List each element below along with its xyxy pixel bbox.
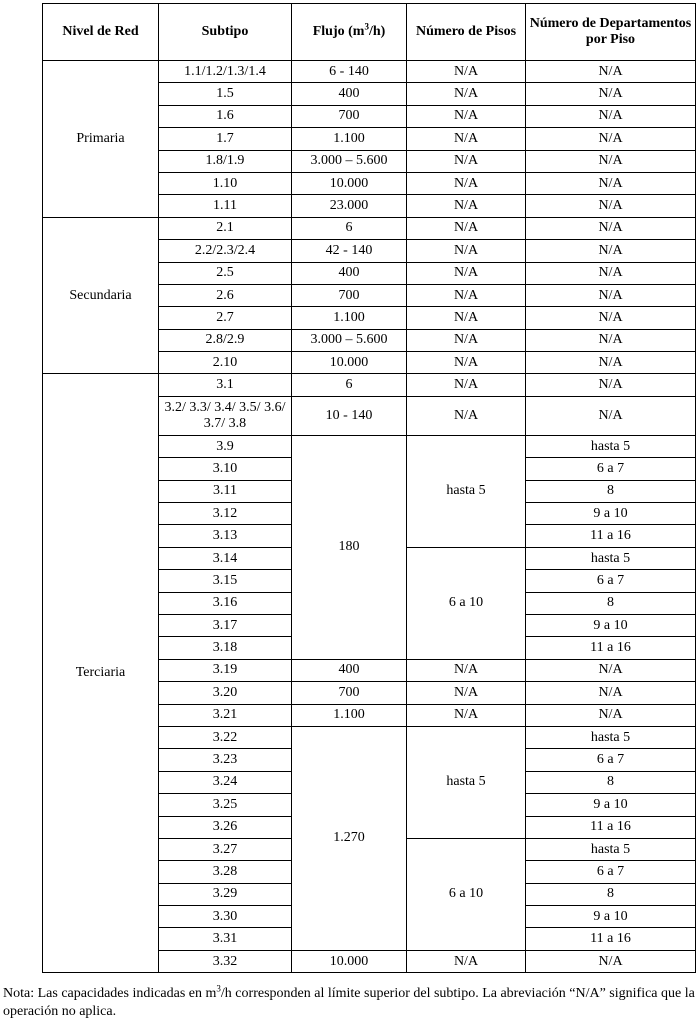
deptos-cell: N/A (526, 217, 696, 239)
pisos-cell: 6 a 10 (407, 547, 526, 659)
subtipo-cell: 3.2/ 3.3/ 3.4/ 3.5/ 3.6/ 3.7/ 3.8 (159, 396, 292, 435)
table-row (43, 374, 696, 396)
subtipo-cell: 3.23 (159, 749, 292, 771)
subtipo-cell: 3.13 (159, 525, 292, 547)
subtipo-cell: 3.30 (159, 906, 292, 928)
subtipo-cell: 2.6 (159, 284, 292, 306)
deptos-cell: hasta 5 (526, 435, 696, 457)
deptos-cell: N/A (526, 83, 696, 105)
flujo-cell: 3.000 – 5.600 (292, 329, 407, 351)
subtipo-cell: 3.1 (159, 374, 292, 396)
deptos-cell: 6 a 7 (526, 861, 696, 883)
pisos-cell: N/A (407, 61, 526, 83)
deptos-cell: 6 a 7 (526, 749, 696, 771)
deptos-cell: 8 (526, 592, 696, 614)
flujo-cell: 10.000 (292, 352, 407, 374)
capacity-table (42, 3, 696, 973)
deptos-cell: N/A (526, 374, 696, 396)
pisos-cell: N/A (407, 217, 526, 239)
subtipo-cell: 3.16 (159, 592, 292, 614)
pisos-cell: N/A (407, 150, 526, 172)
subtipo-cell: 1.7 (159, 128, 292, 150)
subtipo-cell: 2.2/2.3/2.4 (159, 240, 292, 262)
deptos-cell: N/A (526, 105, 696, 127)
subtipo-cell: 3.24 (159, 771, 292, 793)
header-subtipo: Subtipo (159, 4, 292, 61)
header-flujo: Flujo $(m^3/h)$ (292, 4, 407, 61)
deptos-cell: 9 a 10 (526, 503, 696, 525)
flujo-cell: 1.100 (292, 307, 407, 329)
footnote: Nota: Las capacidades indicadas en $m^3/h$ corresponden al límite superior del subtipo. La abreviación “N/A” significa que la operación no aplica. (3, 983, 695, 1019)
deptos-cell: 6 a 7 (526, 570, 696, 592)
deptos-cell: 11 a 16 (526, 525, 696, 547)
deptos-cell: N/A (526, 128, 696, 150)
subtipo-cell: 3.11 (159, 480, 292, 502)
deptos-cell: N/A (526, 950, 696, 972)
subtipo-cell: 3.15 (159, 570, 292, 592)
subtipo-cell: 1.6 (159, 105, 292, 127)
pisos-cell: N/A (407, 704, 526, 726)
header-nivel: Nivel de Red (43, 4, 159, 61)
header-pisos: Número de Pisos (407, 4, 526, 61)
pisos-cell: N/A (407, 374, 526, 396)
subtipo-cell: 2.8/2.9 (159, 329, 292, 351)
pisos-cell: N/A (407, 682, 526, 704)
deptos-cell: 11 a 16 (526, 928, 696, 950)
deptos-cell: N/A (526, 682, 696, 704)
subtipo-cell: 3.28 (159, 861, 292, 883)
deptos-cell: N/A (526, 284, 696, 306)
deptos-cell: N/A (526, 172, 696, 194)
subtipo-cell: 2.7 (159, 307, 292, 329)
subtipo-cell: 3.22 (159, 726, 292, 748)
deptos-cell: N/A (526, 240, 696, 262)
deptos-cell: N/A (526, 704, 696, 726)
pisos-cell: N/A (407, 195, 526, 217)
flujo-cell: 700 (292, 105, 407, 127)
header-deptos: Número de Departamentos por Piso (526, 4, 696, 61)
pisos-cell: hasta 5 (407, 726, 526, 838)
pisos-cell: N/A (407, 83, 526, 105)
subtipo-cell: 3.19 (159, 659, 292, 681)
deptos-cell: N/A (526, 195, 696, 217)
subtipo-cell: 3.21 (159, 704, 292, 726)
level-cell-secundaria: Secundaria (43, 217, 159, 374)
subtipo-cell: 3.32 (159, 950, 292, 972)
deptos-cell: hasta 5 (526, 547, 696, 569)
flujo-cell: 1.100 (292, 704, 407, 726)
deptos-cell: 8 (526, 883, 696, 905)
deptos-cell: N/A (526, 307, 696, 329)
subtipo-cell: 2.5 (159, 262, 292, 284)
deptos-cell: hasta 5 (526, 838, 696, 860)
pisos-cell: N/A (407, 329, 526, 351)
subtipo-cell: 1.11 (159, 195, 292, 217)
flujo-cell: 400 (292, 262, 407, 284)
flujo-cell: 400 (292, 659, 407, 681)
subtipo-cell: 3.12 (159, 503, 292, 525)
table-row (43, 217, 696, 239)
flujo-cell: 3.000 – 5.600 (292, 150, 407, 172)
deptos-cell: N/A (526, 659, 696, 681)
pisos-cell: N/A (407, 240, 526, 262)
subtipo-cell: 1.8/1.9 (159, 150, 292, 172)
flujo-cell: 1.270 (292, 726, 407, 950)
deptos-cell: 11 a 16 (526, 637, 696, 659)
subtipo-cell: 3.14 (159, 547, 292, 569)
subtipo-cell: 1.1/1.2/1.3/1.4 (159, 61, 292, 83)
subtipo-cell: 3.17 (159, 614, 292, 636)
subtipo-cell: 3.20 (159, 682, 292, 704)
pisos-cell: N/A (407, 262, 526, 284)
subtipo-cell: 3.18 (159, 637, 292, 659)
flujo-cell: 400 (292, 83, 407, 105)
pisos-cell: N/A (407, 659, 526, 681)
deptos-cell: 11 a 16 (526, 816, 696, 838)
flujo-cell: 6 (292, 374, 407, 396)
deptos-cell: 8 (526, 771, 696, 793)
flujo-cell: 700 (292, 682, 407, 704)
pisos-cell: 6 a 10 (407, 838, 526, 950)
subtipo-cell: 3.10 (159, 458, 292, 480)
pisos-cell: N/A (407, 172, 526, 194)
deptos-cell: 9 a 10 (526, 794, 696, 816)
subtipo-cell: 2.1 (159, 217, 292, 239)
deptos-cell: N/A (526, 352, 696, 374)
subtipo-cell: 3.29 (159, 883, 292, 905)
deptos-cell: 9 a 10 (526, 906, 696, 928)
table-row (43, 61, 696, 83)
pisos-cell: N/A (407, 284, 526, 306)
level-cell-primaria: Primaria (43, 61, 159, 218)
subtipo-cell: 1.5 (159, 83, 292, 105)
header-row (43, 4, 696, 61)
flujo-cell: 180 (292, 435, 407, 659)
subtipo-cell: 3.9 (159, 435, 292, 457)
pisos-cell: N/A (407, 105, 526, 127)
deptos-cell: N/A (526, 150, 696, 172)
pisos-cell: N/A (407, 307, 526, 329)
subtipo-cell: 3.31 (159, 928, 292, 950)
capacity-table-container (42, 3, 696, 973)
pisos-cell: N/A (407, 950, 526, 972)
pisos-cell: N/A (407, 396, 526, 435)
pisos-cell: N/A (407, 128, 526, 150)
deptos-cell: 9 a 10 (526, 614, 696, 636)
deptos-cell: N/A (526, 61, 696, 83)
flujo-cell: 6 - 140 (292, 61, 407, 83)
subtipo-cell: 3.25 (159, 794, 292, 816)
flujo-cell: 23.000 (292, 195, 407, 217)
deptos-cell: N/A (526, 396, 696, 435)
deptos-cell: 8 (526, 480, 696, 502)
flujo-cell: 10.000 (292, 172, 407, 194)
subtipo-cell: 3.26 (159, 816, 292, 838)
deptos-cell: N/A (526, 329, 696, 351)
deptos-cell: 6 a 7 (526, 458, 696, 480)
flujo-cell: 700 (292, 284, 407, 306)
flujo-cell: 10 - 140 (292, 396, 407, 435)
flujo-cell: 10.000 (292, 950, 407, 972)
flujo-cell: 6 (292, 217, 407, 239)
subtipo-cell: 2.10 (159, 352, 292, 374)
flujo-cell: 1.100 (292, 128, 407, 150)
deptos-cell: hasta 5 (526, 726, 696, 748)
pisos-cell: N/A (407, 352, 526, 374)
deptos-cell: N/A (526, 262, 696, 284)
subtipo-cell: 1.10 (159, 172, 292, 194)
level-cell-terciaria: Terciaria (43, 374, 159, 973)
flujo-cell: 42 - 140 (292, 240, 407, 262)
subtipo-cell: 3.27 (159, 838, 292, 860)
pisos-cell: hasta 5 (407, 435, 526, 547)
